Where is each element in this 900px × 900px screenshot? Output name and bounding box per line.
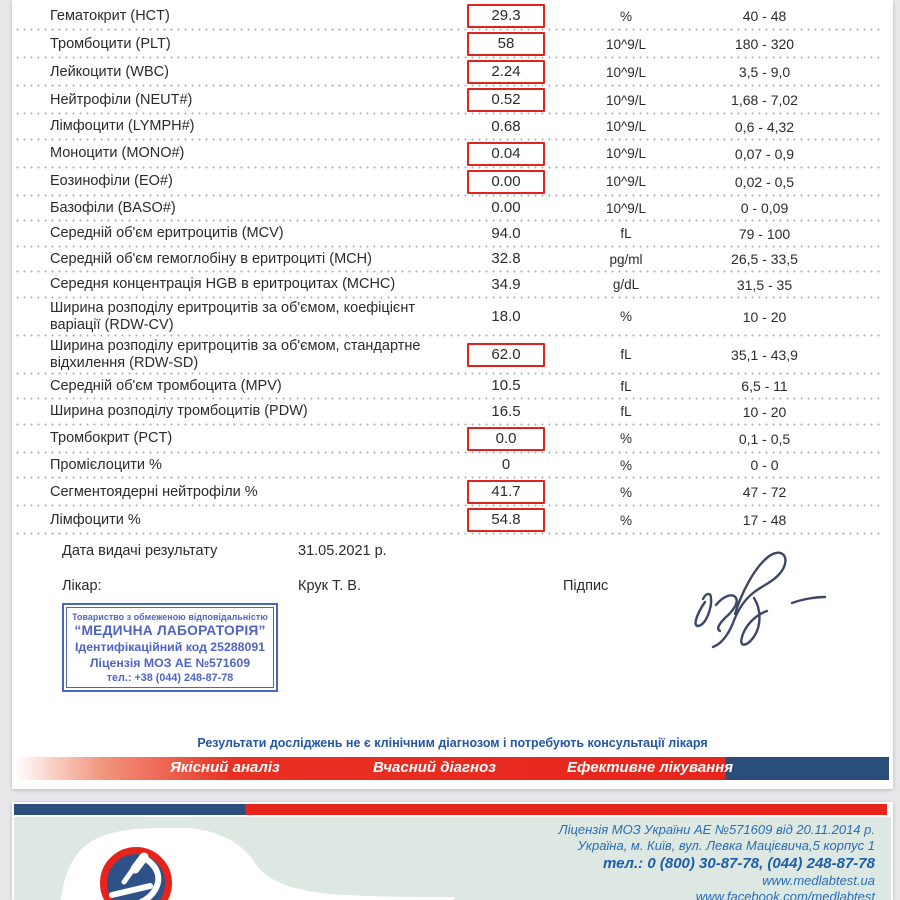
laboratory-stamp <box>62 603 278 692</box>
table-row <box>50 114 857 140</box>
param-name: Промієлоцити % <box>50 456 162 473</box>
signature-image <box>680 542 850 654</box>
param-value-flagged: 0.0 <box>467 427 545 451</box>
laboratory-stamp-inner <box>66 607 274 688</box>
param-value-cell <box>432 455 580 475</box>
table-row <box>50 86 857 114</box>
param-unit: 10^9/L <box>605 64 647 80</box>
param-name: Тромбоцити (PLT) <box>50 35 171 52</box>
report-page <box>12 0 893 789</box>
param-name: Тромбокрит (PCT) <box>50 430 173 446</box>
param-reference: 0,02 - 0,5 <box>734 173 795 190</box>
stamp-company-type: Товариство з обмеженою відповідальністю <box>72 612 268 622</box>
param-reference: 0,1 - 0,5 <box>738 430 791 447</box>
param-value-flagged: 54.8 <box>467 508 545 532</box>
table-row <box>50 221 857 247</box>
table-row <box>50 298 857 336</box>
param-reference: 3,5 - 9,0 <box>738 64 791 80</box>
param-value-cell <box>432 275 580 295</box>
param-unit: % <box>619 512 632 528</box>
param-value-cell <box>432 427 580 451</box>
param-name: Середній об'єм еритроцитів (MCV) <box>50 225 284 242</box>
footer-license: Ліцензія МОЗ України АЕ №571609 від 20.11.2014 р. <box>558 822 875 837</box>
param-unit: % <box>619 431 632 446</box>
param-value: 0 <box>501 456 511 474</box>
param-unit: fL <box>620 404 632 420</box>
header-band <box>14 817 891 900</box>
disclaimer-text: Результати досліджень не є клінічним діагнозом і потребують консультації лікаря <box>197 736 708 750</box>
footer-facebook: www.facebook.com/medlabtest <box>695 889 875 900</box>
table-row <box>50 336 857 374</box>
table-row <box>50 247 857 273</box>
param-unit: 10^9/L <box>605 92 647 108</box>
param-unit: % <box>619 8 632 24</box>
param-value-cell <box>432 170 580 194</box>
param-reference: 180 - 320 <box>734 36 795 52</box>
param-reference: 47 - 72 <box>742 484 787 500</box>
param-unit: fL <box>620 378 632 394</box>
param-unit: 10^9/L <box>605 146 647 161</box>
param-name: Базофіли (BASO#) <box>50 199 176 216</box>
doctor-name: Крук Т. В. <box>298 578 361 594</box>
param-value-cell <box>432 224 580 244</box>
param-unit: fL <box>620 226 632 242</box>
slogan-quality: Якісний аналіз <box>170 759 280 776</box>
param-value-cell <box>432 376 580 396</box>
param-reference: 6,5 - 11 <box>741 378 788 395</box>
param-value-cell <box>432 198 580 218</box>
param-value-flagged: 62.0 <box>467 343 545 367</box>
param-reference: 26,5 - 33,5 <box>731 251 798 268</box>
param-value-cell <box>432 142 580 166</box>
stamp-company-name: “МЕДИЧНА ЛАБОРАТОРІЯ” <box>74 623 266 638</box>
param-unit: % <box>619 457 632 473</box>
footer-website: www.medlabtest.ua <box>762 873 875 888</box>
table-row <box>50 140 857 168</box>
param-value-cell <box>432 117 580 137</box>
param-reference: 40 - 48 <box>742 8 787 24</box>
param-name: Середній об'єм тромбоцита (MPV) <box>50 377 282 394</box>
param-value: 34.9 <box>491 275 521 293</box>
param-value-cell <box>432 402 580 422</box>
results-table <box>50 2 857 534</box>
param-reference: 17 - 48 <box>742 512 787 528</box>
footer-phone: тел.: 0 (800) 30-87-78, (044) 248-87-78 <box>603 855 875 872</box>
lab-logo <box>14 817 454 900</box>
param-reference: 0,07 - 0,9 <box>734 145 795 162</box>
param-value-flagged: 58 <box>467 32 545 56</box>
doctor-label: Лікар: <box>62 578 102 594</box>
table-row <box>50 374 857 400</box>
param-reference: 0 - 0,09 <box>740 200 789 217</box>
table-row <box>50 453 857 479</box>
param-name: Середня концентрація HGB в еритроцитах (MCHC) <box>50 276 396 293</box>
param-unit: fL <box>620 347 632 362</box>
table-row <box>50 425 857 453</box>
param-value-cell <box>432 4 580 28</box>
param-value-flagged: 0.00 <box>467 170 545 194</box>
param-unit: % <box>619 309 632 324</box>
param-name: Моноцити (MONO#) <box>50 145 185 161</box>
param-name: Гематокрит (HCT) <box>50 7 170 24</box>
table-row <box>50 168 857 196</box>
param-value-flagged: 2.24 <box>467 60 545 84</box>
param-reference: 35,1 - 43,9 <box>731 346 798 363</box>
stamp-license: Ліцензія МОЗ АЕ №571609 <box>89 656 251 670</box>
param-value: 16.5 <box>491 402 521 420</box>
param-reference: 10 - 20 <box>742 403 787 420</box>
footer-address: Україна, м. Київ, вул. Левка Мацієвича,5 корпус 1 <box>577 838 875 853</box>
table-row <box>50 272 857 298</box>
slogan-banner <box>14 757 889 780</box>
param-unit: % <box>619 484 632 500</box>
param-reference: 0,6 - 4,32 <box>734 118 795 135</box>
issue-date-value: 31.05.2021 р. <box>298 543 387 559</box>
param-unit: g/dL <box>612 277 640 293</box>
param-value-flagged: 41.7 <box>467 480 545 504</box>
param-value-flagged: 0.04 <box>467 142 545 166</box>
stamp-id-code: Ідентифікаційний код 25288091 <box>74 640 265 654</box>
param-value: 0.00 <box>491 199 521 217</box>
param-name: Лімфоцити % <box>50 511 141 528</box>
param-value-cell <box>432 307 580 327</box>
param-value: 94.0 <box>491 224 521 242</box>
stamp-phone: тел.: +38 (044) 248-87-78 <box>106 672 234 684</box>
param-value-cell <box>432 88 580 112</box>
param-reference: 10 - 20 <box>742 308 787 325</box>
table-row <box>50 506 857 534</box>
param-reference: 79 - 100 <box>738 225 791 242</box>
param-value: 32.8 <box>491 250 521 268</box>
param-name: Сегментоядерні нейтрофіли % <box>50 483 258 500</box>
next-page-header <box>12 802 893 900</box>
param-value: 0.68 <box>491 117 521 135</box>
param-value-flagged: 0.52 <box>467 88 545 112</box>
param-name: Ширина розподілу тромбоцитів (PDW) <box>50 403 308 420</box>
param-value-cell <box>432 508 580 532</box>
param-value-cell <box>432 480 580 504</box>
param-value-cell <box>432 249 580 269</box>
param-reference: 31,5 - 35 <box>736 276 793 293</box>
table-row <box>50 399 857 425</box>
table-row <box>50 196 857 222</box>
param-name: Ширина розподілу еритроцитів за об'ємом, стандартне відхилення (RDW-SD) <box>50 337 421 371</box>
param-unit: 10^9/L <box>605 174 647 189</box>
param-name: Лімфоцити (LYMPH#) <box>50 118 195 135</box>
issue-date-label: Дата видачі результату <box>62 543 218 559</box>
param-value-cell <box>432 343 580 367</box>
param-reference: 0 - 0 <box>750 457 779 474</box>
slogan-treatment: Ефективне лікування <box>567 759 734 776</box>
param-unit: 10^9/L <box>605 119 647 135</box>
param-name: Ширина розподілу еритроцитів за об'ємом, коефіцієнт варіації (RDW-CV) <box>50 299 415 333</box>
param-value-cell <box>432 32 580 56</box>
table-row <box>50 2 857 30</box>
param-name: Нейтрофіли (NEUT#) <box>50 91 193 108</box>
signature-label: Підпис <box>563 578 609 594</box>
contact-block <box>559 822 875 900</box>
param-reference: 1,68 - 7,02 <box>731 92 798 108</box>
param-name: Середній об'єм гемоглобіну в еритроциті (MCH) <box>50 250 372 267</box>
param-value-cell <box>432 60 580 84</box>
table-row <box>50 478 857 506</box>
param-name: Еозинофіли (EO#) <box>50 173 173 189</box>
param-unit: pg/ml <box>609 251 643 267</box>
param-unit: 10^9/L <box>605 36 647 52</box>
param-unit: 10^9/L <box>605 200 647 216</box>
param-value: 10.5 <box>491 377 521 395</box>
param-name: Лейкоцити (WBC) <box>50 63 169 80</box>
param-value: 18.0 <box>491 307 521 325</box>
slogan-diagnosis: Вчасний діагноз <box>373 759 496 776</box>
table-row <box>50 30 857 58</box>
param-value-flagged: 29.3 <box>467 4 545 28</box>
header-color-bar <box>14 804 887 815</box>
table-row <box>50 58 857 86</box>
